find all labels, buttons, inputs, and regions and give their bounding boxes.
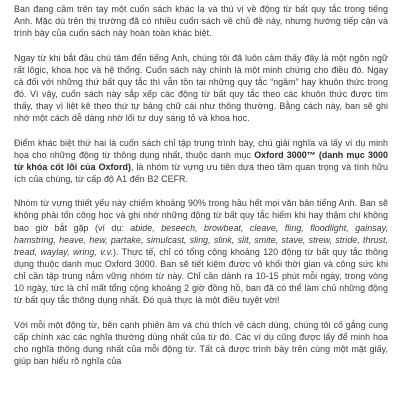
paragraph-5 <box>14 319 388 367</box>
paragraph-3 <box>14 137 388 185</box>
paragraph-4-text-2: abide, beseech, browbeat, cleave, fling, floodlight, gainsay, hamstring, heave, hew, partake, simulcast, sling, slink, slit, smite, stave, strew, stride, thrust, tread, waylay, wring, v.v. <box>14 222 388 257</box>
paragraph-3-text-3: , là nhóm từ vựng ưu tiên dựa theo tầm quan trọng và tính hữu ích của chúng, từ cấp độ A1 đến B2 CEFR. <box>14 161 388 184</box>
paragraph-4 <box>14 197 388 306</box>
paragraph-1-text-1: Ban đang cầm trên tay một cuốn sách khác lạ và thú vị về động từ bất quy tắc trong tiếng Anh. Mặc dù trên thị trường đã có nhiều cuốn sách về chủ đề này, nhưng hướng tiếp cận và trình bày của cuốn sách này hoàn toàn khác biệt. <box>14 4 388 39</box>
paragraph-5-text-1: Với mỗi một động từ, bên cạnh phiên âm và chú thích về cách dùng, chúng tôi cố gắng cung cấp chính xác các nghĩa thường dùng nhất của từ đó. Các ví dụ cũng được lấy để minh hoa cho nghĩa thông dụng nhất của mỗi động từ. Tất cả được trình bày trên cùng một mặt giấy, giúp ban hiểu rõ nghĩa của <box>14 319 388 366</box>
paragraph-1 <box>14 3 388 39</box>
paragraph-4-text-1: Nhóm từ vựng thiết yếu này chiếm khoảng 90% trong hầu hết mọi văn bản tiếng Anh. Ban sẽ không phải tốn công học và ghi nhớ những động từ bất quy tắc hiếm khi hay thậm chí không bao giờ bắt gặp (ví dụ: <box>14 198 388 233</box>
paragraph-4-text-3: ). Thực tế, chỉ có tổng cộng khoảng 120 động từ bất quy tắc thông dụng thuộc danh mục Oxford 3000. Ban sẽ tiết kiệm được vô khối thời gian và công sức khi chỉ cần tập trung nắm vững nhóm từ này. Chỉ cần dành ra 10-15 phút mỗi ngày, trong vòng 10 ngày, từc là chỉ mất tổng cộng khoảng 2 giờ đồng hồ, ban đã có thể làm chủ những động từ bất quy tắc thông dụng nhất. Đó quả thực là một điều tuyệt vời! <box>14 246 388 306</box>
paragraph-3-text-1: Điểm khác biệt thứ hai là cuốn sách chỉ tập trung trình bày, chú giải nghĩa và lấy ví dụ minh họa cho những động từ thông dụng nhất, thuộc danh mục <box>14 137 388 160</box>
paragraph-2-text-1: Ngay từ khi bắt đầu chú tâm đến tiếng Anh, chúng tôi đã luôn cảm thấy đây là một ngôn ngữ rất lôgic, khoa học và hệ thống. Cuốn sách này chính là một minh chứng cho điều đó. Ngay cả đối với những thứ bất quy tắc thì vẫn tồn tại những quy tắc “ngầm” hay khuôn thức trong đó. Vì vậy, cuốn sách này sắp xếp các động từ bất quy tắc theo các khuôn thức được tìm thấy, thay vì liệt kê theo thứ tự bảng chữ cái như thông thường. Bằng cách này, ban sẽ ghi nhớ một cách dễ dàng nhờ lối tư duy sáng tỏ và khoa học. <box>14 52 388 124</box>
paragraph-3-text-2: Oxford 3000™ (danh mục 3000 từ khóa cốt lõi của Oxford) <box>14 149 389 172</box>
paragraph-2 <box>14 52 388 125</box>
